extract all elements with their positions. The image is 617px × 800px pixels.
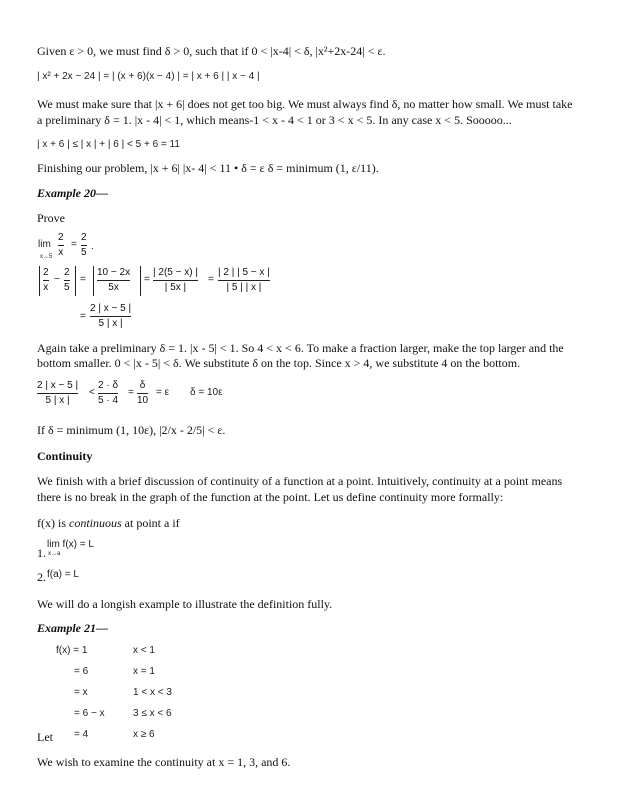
piecewise-cond: x = 1 xyxy=(133,666,155,677)
piecewise-expr: = 6 − x xyxy=(74,708,105,719)
period: . xyxy=(91,241,94,252)
equals-epsilon: = ε xyxy=(156,387,170,398)
item-2-number: 2. xyxy=(37,570,46,584)
equation-factorization: | x² + 2x − 24 | = | (x + 6)(x − 4) | = | x + 6 | | x − 4 | xyxy=(37,71,260,82)
numerator: 2 xyxy=(43,267,49,278)
piecewise-cond: 1 < x < 3 xyxy=(133,687,172,698)
abs-bar-right xyxy=(75,266,76,296)
numerator: 2 | x − 5 | xyxy=(90,303,132,314)
fraction-bar xyxy=(37,393,78,394)
paragraph-given: Given ε > 0, we must find δ > 0, such that if 0 < |x-4| < δ, |x²+2x-24| < ε. xyxy=(37,44,386,58)
paragraph-longish: We will do a longish example to illustrate the definition fully. xyxy=(37,597,333,611)
piecewise-expr: = 6 xyxy=(74,666,89,677)
paragraph-conclusion: If δ = minimum (1, 10ε), |2/x - 2/5| < ε. xyxy=(37,423,226,437)
equals-sign: = xyxy=(208,274,214,285)
fraction-2-abs-x-minus-5-over-5-abs-x xyxy=(90,303,131,330)
denominator: 5x xyxy=(108,282,119,293)
numerator: | 2(5 − x) | xyxy=(153,267,198,278)
fraction-delta-over-10 xyxy=(137,380,148,407)
fraction-abs-2-5-minus-x-over-abs-5x xyxy=(153,267,198,294)
piecewise-cond: x < 1 xyxy=(133,645,155,656)
equals-sign: = xyxy=(128,387,134,398)
fraction-2-abs-x-minus-5-over-5-abs-x xyxy=(37,380,78,407)
paragraph-examine: We wish to examine the continuity at x = 1, 3, and 6. xyxy=(37,755,291,769)
fraction-10-minus-2x-over-5x xyxy=(97,267,130,294)
fraction-bar xyxy=(64,280,70,281)
fraction-abs-2-abs-5-minus-x-over-abs-5-abs-x xyxy=(218,267,270,294)
denominator: 5 xyxy=(81,247,87,258)
numerator: 2 | x − 5 | xyxy=(37,380,79,391)
fraction-bar xyxy=(218,280,270,281)
piecewise-expr: f(x) = 1 xyxy=(56,645,88,656)
piecewise-cond: x ≥ 6 xyxy=(133,729,155,740)
paragraph-again-line2: bottom smaller. 0 < |x - 5| < δ. We substitute δ on the top. Since x > 4, we substitute 4 on the bottom. xyxy=(37,356,521,370)
piecewise-expr: = 4 xyxy=(74,729,89,740)
fraction-2-over-x xyxy=(43,267,49,294)
denominator: 5 | x | xyxy=(45,395,70,406)
fraction-bar xyxy=(81,245,87,246)
let-word: Let xyxy=(37,730,53,744)
denominator: 10 xyxy=(137,395,149,406)
fraction-2-over-5 xyxy=(81,232,87,259)
denominator: 5 · 4 xyxy=(98,395,119,406)
paragraph-preliminary-line1: We must make sure that |x + 6| does not get too big. We must always find δ, no matter how small. We must take xyxy=(37,97,573,111)
paragraph-finishing: Finishing our problem, |x + 6| |x- 4| < 11 • δ = ε δ = minimum (1, ε/11). xyxy=(37,161,379,175)
piecewise-expr: = x xyxy=(74,687,88,698)
paragraph-again-line1: Again take a preliminary δ = 1. |x - 5| < 1. So 4 < x < 6. To make a fraction larger, make the top larger and the xyxy=(37,341,564,355)
fraction-bar xyxy=(137,393,148,394)
denominator: x xyxy=(43,282,49,293)
equals-sign: = xyxy=(71,239,77,250)
numerator: 10 − 2x xyxy=(97,267,131,278)
delta-equals-10-epsilon: δ = 10ε xyxy=(190,387,223,398)
denominator: x xyxy=(58,247,64,258)
definition-post: at point a if xyxy=(121,516,180,530)
fraction-2-over-5 xyxy=(64,267,70,294)
item-1-subscript: x→a xyxy=(48,551,61,557)
minus-sign: − xyxy=(54,274,60,285)
example-21-heading: Example 21— xyxy=(37,621,108,635)
fraction-bar xyxy=(43,280,49,281)
prove-label: Prove xyxy=(37,211,65,225)
piecewise-cond: 3 ≤ x < 6 xyxy=(133,708,172,719)
fraction-2-delta-over-5-times-4 xyxy=(98,380,118,407)
numerator: δ xyxy=(139,380,146,391)
definition-line xyxy=(37,516,180,531)
equals-sign: = xyxy=(80,274,86,285)
equals-sign: = xyxy=(80,311,86,322)
definition-continuous: continuous xyxy=(69,516,122,530)
limit-word: lim xyxy=(38,239,51,250)
numerator: 2 xyxy=(58,232,64,243)
fraction-bar xyxy=(90,316,131,317)
denominator: | 5x | xyxy=(164,282,187,293)
definition-pre: f(x) is xyxy=(37,516,69,530)
item-1-number: 1. xyxy=(37,546,46,560)
abs-bar-left xyxy=(93,266,94,296)
equals-sign: = xyxy=(144,274,150,285)
paragraph-continuity-line1: We finish with a brief discussion of continuity of a function at a point. Intuitively, continuity at a point means xyxy=(37,474,563,488)
item-1-limit: lim f(x) = L xyxy=(47,539,94,550)
fraction-bar xyxy=(97,280,130,281)
example-20-heading: Example 20— xyxy=(37,186,108,200)
paragraph-preliminary-line2: a preliminary δ = 1. |x - 4| < 1, which means-1 < x - 4 < 1 or 3 < x < 5. In any case x < 5. Sooooo... xyxy=(37,113,512,127)
equation-triangle-inequality: | x + 6 | ≤ | x | + | 6 | < 5 + 6 = 11 xyxy=(37,139,180,150)
fraction-bar xyxy=(153,280,198,281)
numerator: 2 xyxy=(81,232,87,243)
numerator: 2 xyxy=(64,267,70,278)
item-2-text: f(a) = L xyxy=(47,569,79,580)
denominator: 5 xyxy=(64,282,70,293)
less-than-sign: < xyxy=(89,387,95,398)
paragraph-continuity-line2: there is no break in the graph of the function at the point. Let us define continuity more formally: xyxy=(37,490,504,504)
denominator: 5 | x | xyxy=(98,318,123,329)
abs-bar-right xyxy=(140,266,141,296)
continuity-heading: Continuity xyxy=(37,449,93,463)
numerator: 2 · δ xyxy=(98,380,119,391)
abs-bar-left xyxy=(39,266,40,296)
numerator: | 2 | | 5 − x | xyxy=(218,267,270,278)
limit-subscript: x→5 xyxy=(40,254,53,260)
fraction-bar xyxy=(58,245,64,246)
denominator: | 5 | | x | xyxy=(226,282,262,293)
fraction-bar xyxy=(98,393,118,394)
fraction-2-over-x xyxy=(58,232,64,259)
